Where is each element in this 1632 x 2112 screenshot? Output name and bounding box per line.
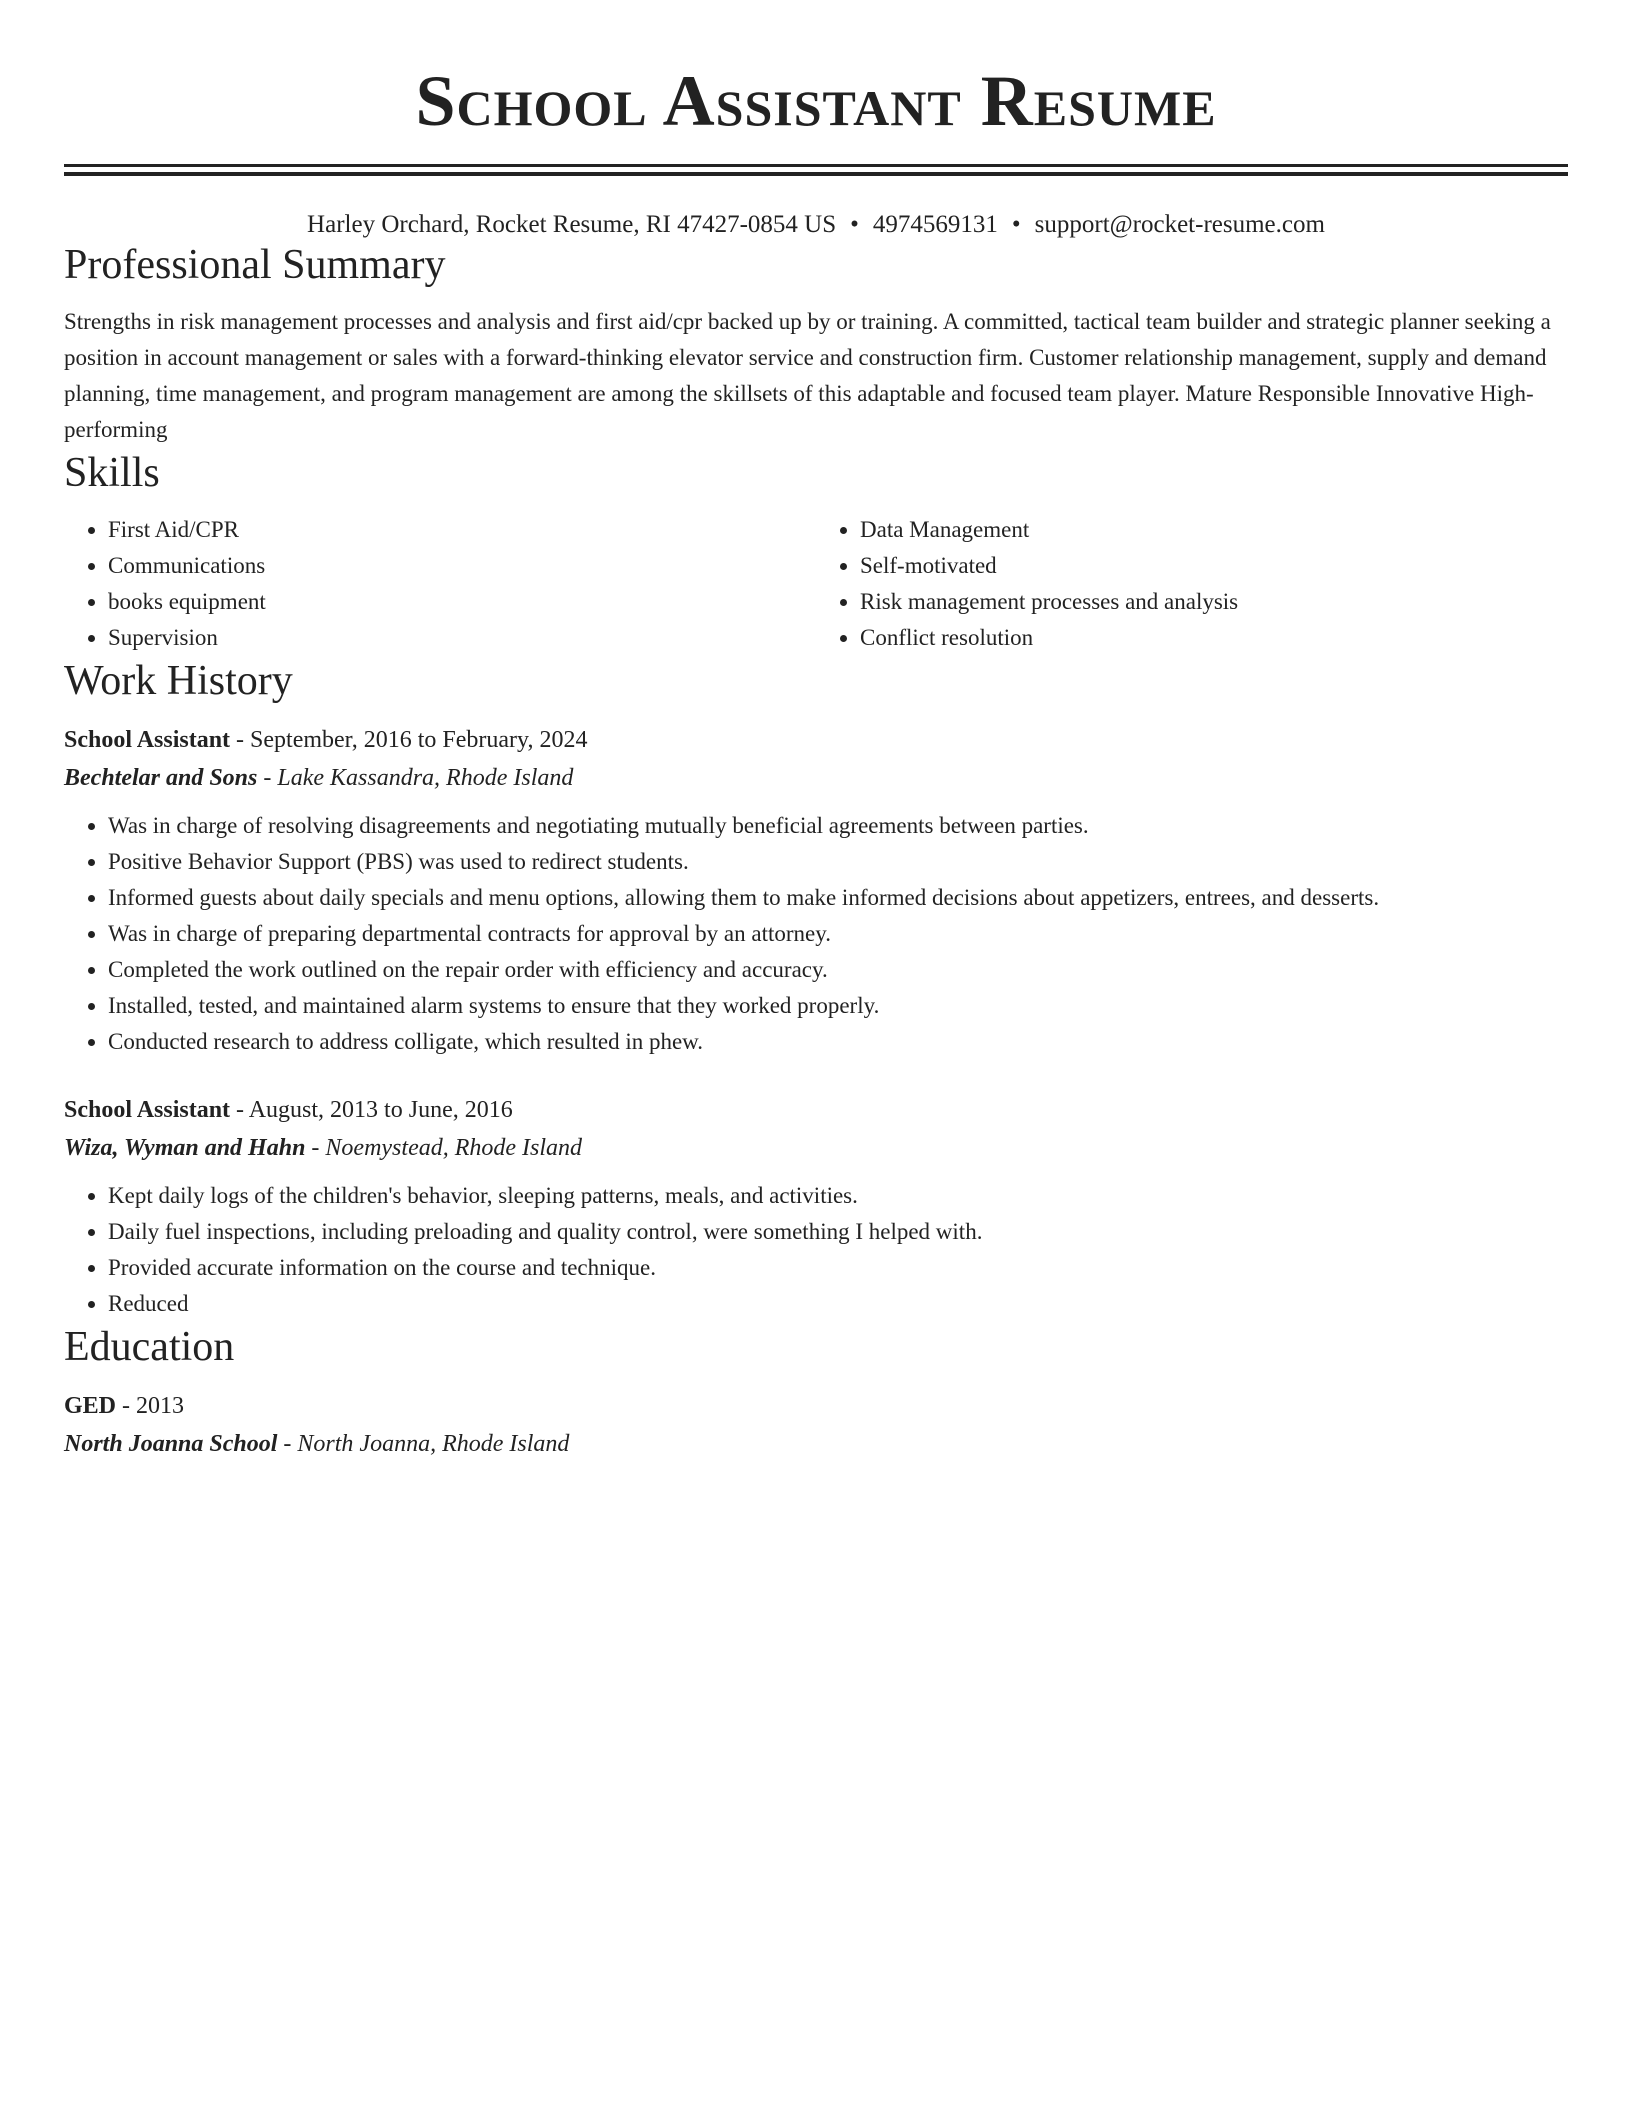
summary-heading: Professional Summary [64, 242, 446, 288]
job-location: - Noemystead, Rhode Island [305, 1135, 583, 1161]
job-dates: - August, 2013 to June, 2016 [230, 1097, 513, 1123]
resume-title: School Assistant Resume [415, 61, 1217, 141]
job-bullets [64, 1178, 1568, 1322]
job-bullet: • Informed guests about daily specials and menu options, allowing them to make informed decisions about appetizers, entrees, and desserts. [108, 880, 1568, 916]
education-school: North Joanna School [64, 1431, 278, 1457]
education-degree-line [64, 1388, 1568, 1424]
job-bullet: • Provided accurate information on the course and technique. [108, 1250, 1568, 1286]
skills-heading: Skills [64, 450, 160, 496]
job-dates: - September, 2016 to February, 2024 [230, 727, 588, 753]
job-bullet: • Was in charge of preparing departmental contracts for approval by an attorney. [108, 916, 1568, 952]
skills-list [64, 512, 1568, 656]
work-history-heading: Work History [64, 658, 293, 704]
job-entry [64, 722, 1568, 1060]
job-bullet: • Daily fuel inspections, including preloading and quality control, were something I helped with. [108, 1214, 1568, 1250]
education-school-line [64, 1424, 1568, 1464]
skill-item: • Conflict resolution [860, 620, 1568, 656]
skills-column-right [816, 512, 1568, 656]
job-bullet: • Positive Behavior Support (PBS) was used to redirect students. [108, 844, 1568, 880]
job-bullet: • Reduced [108, 1286, 1568, 1322]
contact-phone: 4974569131 [872, 211, 998, 238]
job-company: Wiza, Wyman and Hahn [64, 1135, 306, 1161]
job-bullet: • Completed the work outlined on the repair order with efficiency and accuracy. [108, 952, 1568, 988]
job-bullets [64, 808, 1568, 1060]
contact-address: Harley Orchard, Rocket Resume, RI 47427-0854 US [307, 211, 837, 238]
job-title-line [64, 722, 1568, 758]
education-year: - 2013 [116, 1393, 185, 1419]
contact-email: support@rocket-resume.com [1034, 211, 1325, 238]
education-degree: GED [64, 1393, 117, 1419]
contact-separator: • [1011, 211, 1021, 238]
contact-separator: • [850, 211, 859, 238]
job-bullet: • Was in charge of resolving disagreements and negotiating mutually beneficial agreements between parties. [108, 808, 1568, 844]
job-company-line [64, 1128, 1568, 1168]
skill-item: • Communications [108, 548, 816, 584]
title-divider [64, 164, 1568, 176]
contact-line [64, 210, 1568, 240]
education-location: - North Joanna, Rhode Island [277, 1431, 570, 1457]
job-company-line [64, 758, 1568, 798]
skill-item: • Self-motivated [860, 548, 1568, 584]
job-title: School Assistant [64, 1097, 231, 1123]
skill-item: • Data Management [860, 512, 1568, 548]
skills-column-left [64, 512, 816, 656]
skill-item: • Risk management processes and analysis [860, 584, 1568, 620]
job-company: Bechtelar and Sons [64, 765, 258, 791]
job-bullet: • Conducted research to address colligate, which resulted in phew. [108, 1024, 1568, 1060]
job-entry [64, 1092, 1568, 1322]
education-heading: Education [64, 1324, 235, 1370]
job-title: School Assistant [64, 727, 231, 753]
summary-text: Strengths in risk management processes and analysis and first aid/cpr backed up by or training. A committed, tactical team builder and strategic planner seeking a position in account management or sales with a forward-thinking elevator service and construction firm. Customer relationship management, supply and demand planning, time management, and program management are among the skillsets of this adaptable and focused team player. Mature Responsible Innovative High-performing [64, 309, 1551, 442]
job-title-line [64, 1092, 1568, 1128]
skill-item: • First Aid/CPR [108, 512, 816, 548]
job-bullet: • Kept daily logs of the children's behavior, sleeping patterns, meals, and activities. [108, 1178, 1568, 1214]
skill-item: • Supervision [108, 620, 816, 656]
skill-item: • books equipment [108, 584, 816, 620]
job-location: - Lake Kassandra, Rhode Island [257, 765, 574, 791]
job-bullet: • Installed, tested, and maintained alarm systems to ensure that they worked properly. [108, 988, 1568, 1024]
